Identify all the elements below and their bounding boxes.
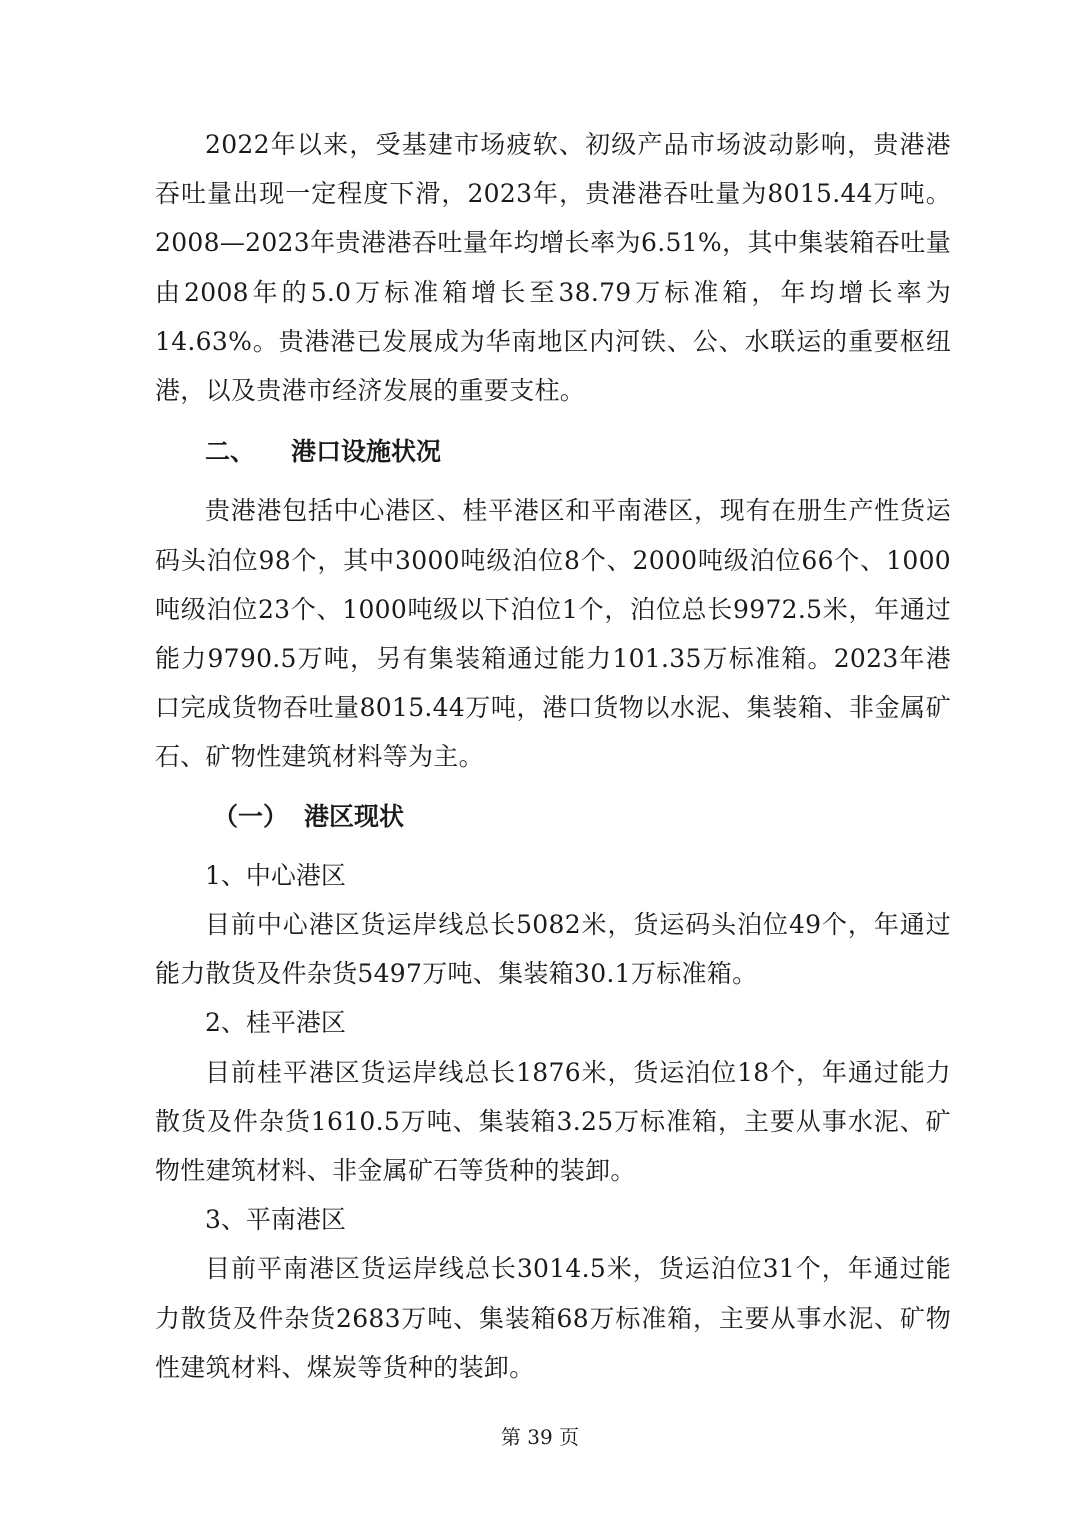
section-number: 二、 bbox=[205, 437, 256, 467]
section-heading-port-facilities bbox=[155, 427, 951, 476]
paragraph-central-port: 目前中心港区货运岸线总长5082米，货运码头泊位49个，年通过能力散货及件杂货5497万吨、集装箱30.1万标准箱。 bbox=[155, 910, 951, 989]
paragraph-guiping-port: 目前桂平港区货运岸线总长1876米，货运泊位18个，年通过能力散货及件杂货1610.5万吨、集装箱3.25万标准箱，主要从事水泥、矿物性建筑材料、非金属矿石等货种的装卸。 bbox=[155, 1057, 951, 1186]
subsection-title: 港区现状 bbox=[304, 801, 405, 831]
page-number: 第 39 页 bbox=[500, 1425, 580, 1449]
item-heading-pingnan-port: 3、平南港区 bbox=[205, 1205, 346, 1235]
paragraph-pingnan-port: 目前平南港区货运岸线总长3014.5米，货运泊位31个，年通过能力散货及件杂货2683万吨、集装箱68万标准箱，主要从事水泥、矿物性建筑材料、煤炭等货种的装卸。 bbox=[155, 1254, 951, 1382]
item-heading-guiping-port: 2、桂平港区 bbox=[205, 1008, 346, 1038]
section-title: 港口设施状况 bbox=[291, 437, 442, 467]
page-content bbox=[155, 120, 951, 1392]
subsection-heading-port-areas bbox=[155, 792, 951, 841]
subsection-number: （一） bbox=[213, 801, 289, 831]
item-heading-central-port: 1、中心港区 bbox=[205, 860, 346, 890]
paragraph-throughput: 2022年以来，受基建市场疲软、初级产品市场波动影响，贵港港吞吐量出现一定程度下滑，2023年，贵港港吞吐量为8015.44万吨。2008—2023年贵港港吞吐量年均增长率为6.51%，其中集装箱吞吐量由2008年的5.0万标准箱增长至38.79万标准箱，年均增长率为14.63%。贵港港已发展成为华南地区内河铁、公、水联运的重要枢纽港，以及贵港市经济发展的重要支柱。 bbox=[155, 130, 951, 406]
paragraph-port-overview: 贵港港包括中心港区、桂平港区和平南港区，现有在册生产性货运码头泊位98个，其中3000吨级泊位8个、2000吨级泊位66个、1000吨级泊位23个、1000吨级以下泊位1个，泊位总长9972.5米，年通过能力9790.5万吨，另有集装箱通过能力101.35万标准箱。2023年港口完成货物吞吐量8015.44万吨，港口货物以水泥、集装箱、非金属矿石、矿物性建筑材料等为主。 bbox=[155, 496, 951, 772]
